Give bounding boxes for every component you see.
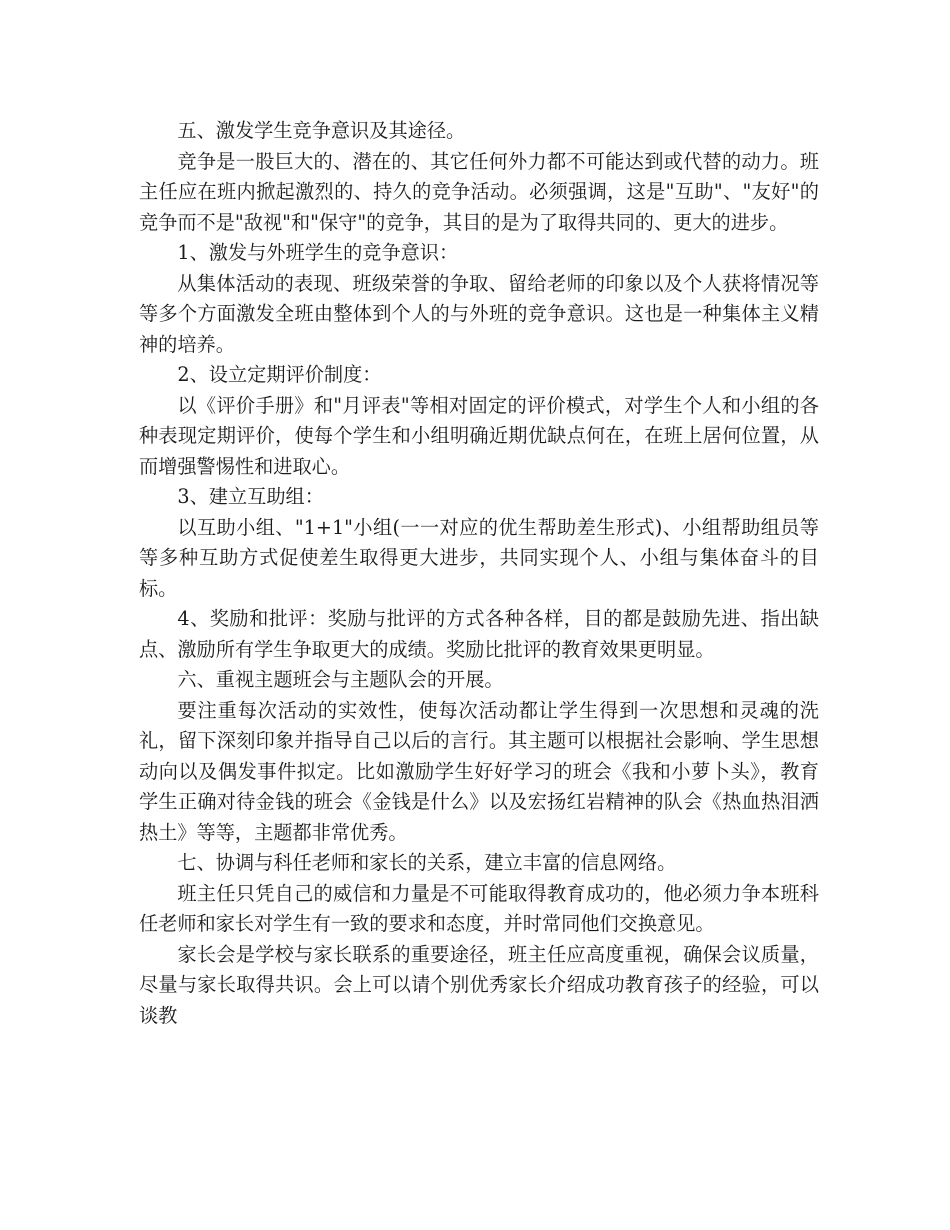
section-heading-7: 七、协调与科任老师和家长的关系，建立丰富的信息网络。 xyxy=(177,851,677,874)
paragraph-teacher-coordination: 班主任只凭自己的威信和力量是不可能取得教育成功的，他必须力争本班科任老师和家长对学生有一致的要求和态度，并时常同他们交换意见。 xyxy=(139,881,819,935)
paragraph-parent-meeting: 家长会是学校与家长联系的重要途径，班主任应高度重视，确保会议质量，尽量与家长取得共识。会上可以请个别优秀家长介绍成功教育孩子的经验，可以谈教 xyxy=(139,942,819,1027)
section-heading-5: 五、激发学生竞争意识及其途径。 xyxy=(177,119,466,142)
paragraph-mutual-aid: 以互助小组、"1+1"小组(一一对应的优生帮助差生形式)、小组帮助组员等等多种互助方式促使差生取得更大进步，共同实现个人、小组与集体奋斗的目标。 xyxy=(139,515,819,600)
subheading-1: 1、激发与外班学生的竞争意识： xyxy=(177,241,459,264)
paragraph-outer-class-competition: 从集体活动的表现、班级荣誉的争取、留给老师的印象以及个人获将情况等等多个方面激发全班由整体到个人的与外班的竞争意识。这也是一种集体主义精神的培养。 xyxy=(139,271,819,356)
document-body xyxy=(139,116,819,1031)
paragraph-evaluation-system: 以《评价手册》和"月评表"等相对固定的评价模式，对学生个人和小组的各种表现定期评价，使每个学生和小组明确近期优缺点何在，在班上居何位置，从而增强警惕性和进取心。 xyxy=(139,393,819,478)
subheading-2: 2、设立定期评价制度： xyxy=(177,363,382,386)
paragraph-class-meeting: 要注重每次活动的实效性，使每次活动都让学生得到一次思想和灵魂的洗礼，留下深刻印象并指导自己以后的言行。其主题可以根据社会影响、学生思想动向以及偶发事件拟定。比如激励学生好好学习的班会《我和小萝卜头》，教育学生正确对待金钱的班会《金钱是什么》以及宏扬红岩精神的队会《热血热泪洒热土》等等，主题都非常优秀。 xyxy=(139,698,819,844)
section-heading-6: 六、重视主题班会与主题队会的开展。 xyxy=(177,668,504,691)
paragraph-reward-criticism: 4、奖励和批评：奖励与批评的方式各种各样，目的都是鼓励先进、指出缺点、激励所有学生争取更大的成绩。奖励比批评的教育效果更明显。 xyxy=(139,607,819,661)
subheading-3: 3、建立互助组： xyxy=(177,485,324,508)
paragraph-competition-intro: 竞争是一股巨大的、潜在的、其它任何外力都不可能达到或代替的动力。班主任应在班内掀起激烈的、持久的竞争活动。必须强调，这是"互助"、"友好"的竞争而不是"敌视"和"保守"的竞争，其目的是为了取得共同的、更大的进步。 xyxy=(139,149,819,234)
